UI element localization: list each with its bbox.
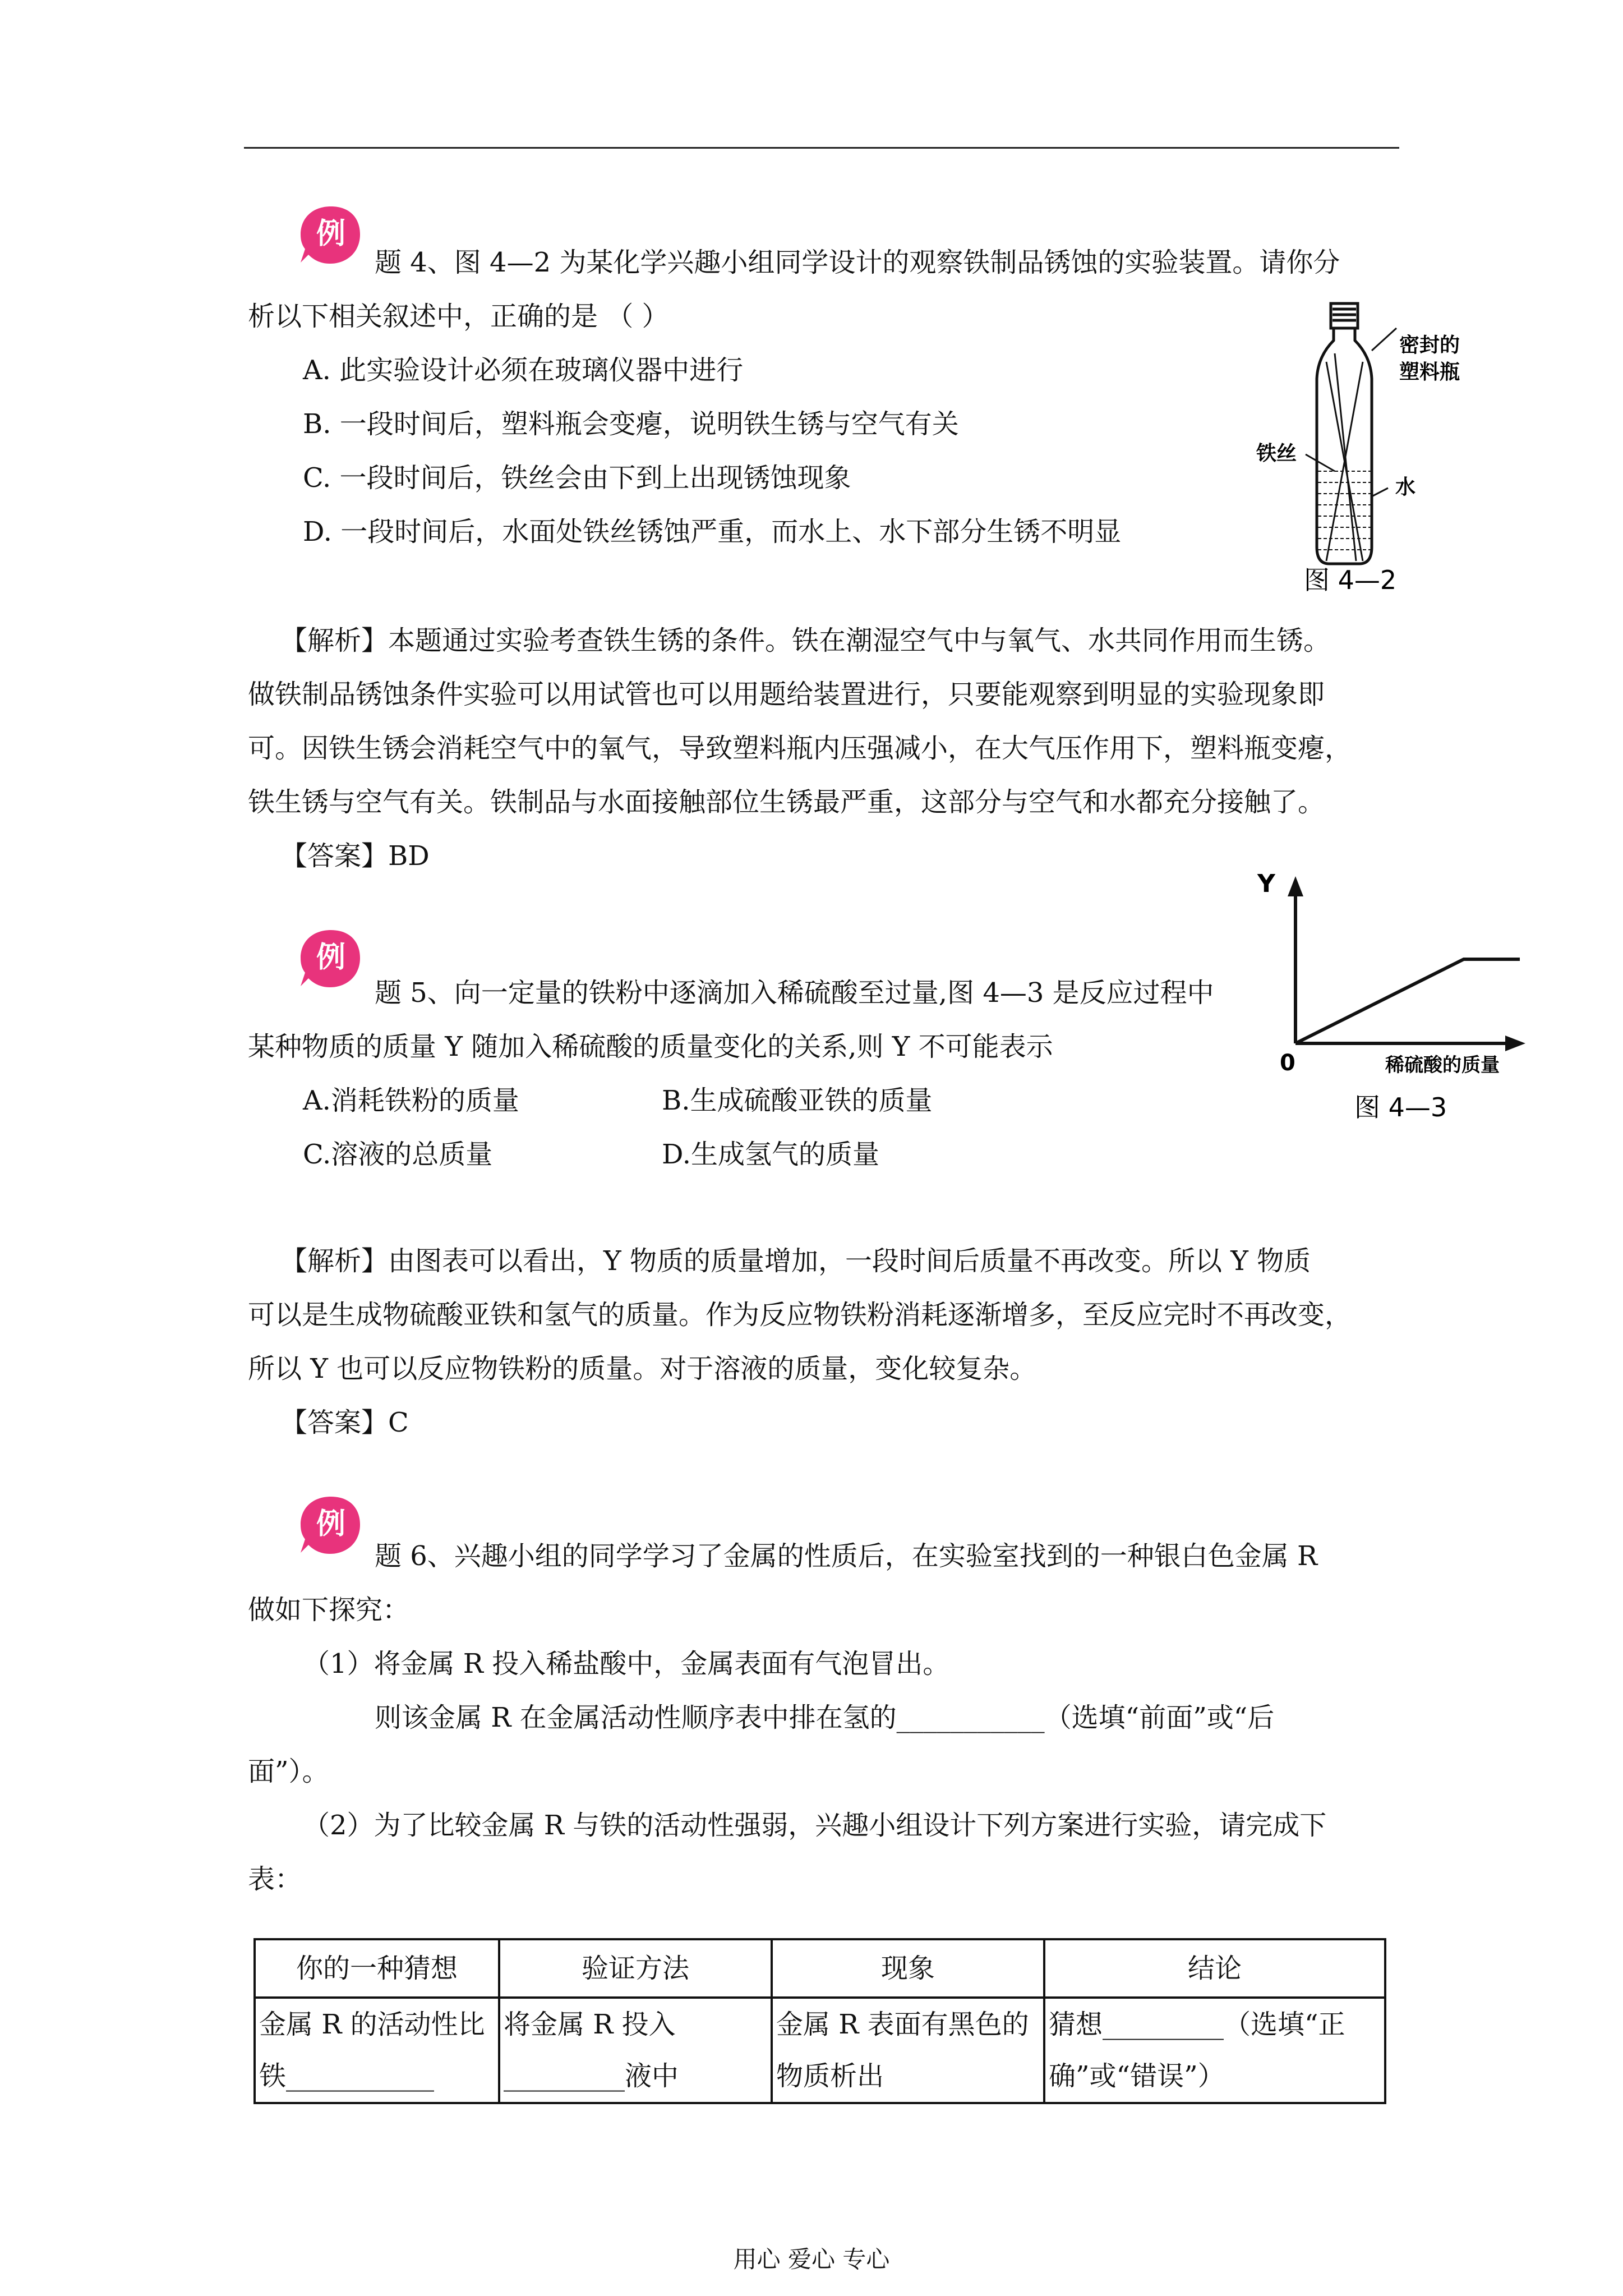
q6-part2-cont: 表： — [248, 1864, 302, 1895]
table-row — [255, 1998, 1385, 2103]
water-leader-line — [1372, 488, 1388, 496]
water-level — [1318, 471, 1371, 550]
page-footer: 用心 爱心 专心 — [733, 2246, 890, 2273]
q4-option-b: B. 一段时间后，塑料瓶会变瘪，说明铁生锈与空气有关 — [303, 408, 959, 440]
q5-analysis-1: 【解析】由图表可以看出，Y 物质的质量增加，一段时间后质量不再改变。所以 Y 物质 — [280, 1245, 1311, 1277]
header-rule — [244, 147, 1399, 149]
q6-line1: 题 6、兴趣小组的同学学习了金属的性质后，在实验室找到的一种银白色金属 R — [375, 1540, 1318, 1572]
table-header-guess: 你的一种猜想 — [255, 1939, 499, 1998]
q5-analysis-3: 所以 Y 也可以反应物铁粉的质量。对于溶液的质量，变化较复杂。 — [248, 1353, 1037, 1384]
cell-text: 金属 R 表面有黑色的 — [776, 2009, 1029, 2040]
badge-label: 例 — [316, 217, 346, 251]
x-axis-arrow-icon — [1505, 1036, 1525, 1051]
cell-text: 物质析出 — [776, 2060, 884, 2092]
badge-label: 例 — [316, 941, 346, 974]
q4-analysis-3: 可。因铁生锈会消耗空气中的氧气，导致塑料瓶内压强减小，在大气压作用下，塑料瓶变瘪， — [248, 733, 1352, 764]
q5-analysis-2: 可以是生成物硫酸亚铁和氢气的质量。作为反应物铁粉消耗逐渐增多，至反应完时不再改变， — [248, 1299, 1352, 1331]
q4-analysis-2: 做铁制品锈蚀条件实验可以用试管也可以用题给装置进行，只要能观察到明显的实验现象即 — [248, 679, 1325, 710]
table-header-row — [255, 1939, 1385, 1998]
label-sealed: 密封的 — [1399, 334, 1460, 357]
q5-line2: 某种物质的质量 Y 随加入稀硫酸的质量变化的关系,则 Y 不可能表示 — [248, 1031, 1053, 1062]
q4-option-a: A. 此实验设计必须在玻璃仪器中进行 — [303, 355, 744, 386]
table-header-phenomenon: 现象 — [772, 1939, 1044, 1998]
label-plastic-bottle: 塑料瓶 — [1399, 361, 1460, 384]
table-cell-conclusion[interactable] — [1044, 1998, 1385, 2103]
example-badge-icon — [297, 1492, 365, 1559]
label-water: 水 — [1395, 476, 1416, 499]
q5-option-b: B.生成硫酸亚铁的质量 — [662, 1085, 933, 1116]
wire-leader-line — [1306, 454, 1335, 471]
cell-text: 将金属 R 投入 — [504, 2009, 676, 2040]
experiment-table — [253, 1938, 1386, 2104]
q5-answer: 【答案】C — [280, 1407, 409, 1438]
figure-4-2-caption: 图 4—2 — [1304, 565, 1397, 595]
q4-analysis-1: 【解析】本题通过实验考查铁生锈的条件。铁在潮湿空气中与氧气、水共同作用而生锈。 — [280, 625, 1331, 656]
table-header-conclusion: 结论 — [1044, 1939, 1385, 1998]
cell-text: 确”或“错误”） — [1049, 2060, 1225, 2092]
q6-part2: （2）为了比较金属 R 与铁的活动性强弱，兴趣小组设计下列方案进行实验，请完成下 — [303, 1810, 1327, 1841]
q5-option-a: A.消耗铁粉的质量 — [303, 1085, 519, 1116]
cell-text: 铁___________ — [259, 2060, 435, 2092]
q6-part1-question-cont: 面”）。 — [248, 1756, 329, 1787]
q4-analysis-4: 铁生锈与空气有关。铁制品与水面接触部位生锈最严重，这部分与空气和水都充分接触了。 — [248, 786, 1325, 818]
q4-option-c: C. 一段时间后，铁丝会由下到上出现锈蚀现象 — [303, 462, 851, 494]
cell-text: _________液中 — [504, 2060, 679, 2092]
q5-option-c: C.溶液的总质量 — [303, 1139, 493, 1170]
cell-text: 猜想_________（选填“正 — [1049, 2009, 1345, 2040]
x-axis-label: 稀硫酸的质量 — [1385, 1054, 1500, 1076]
iron-wire — [1326, 353, 1363, 561]
badge-label: 例 — [316, 1507, 346, 1541]
table-cell-guess[interactable] — [255, 1998, 499, 2103]
x-axis — [1295, 1036, 1525, 1051]
example-badge-icon — [297, 202, 365, 269]
table-header-method: 验证方法 — [499, 1939, 772, 1998]
table-cell-phenomenon — [772, 1998, 1044, 2103]
plastic-bottle-icon — [1317, 303, 1372, 564]
bottle-leader-line — [1372, 328, 1396, 351]
y-axis-arrow-icon — [1288, 876, 1303, 896]
q4-answer: 【答案】BD — [280, 840, 430, 872]
figure-4-3-chart — [1251, 864, 1542, 1133]
figure-4-3-caption: 图 4—3 — [1354, 1092, 1447, 1122]
q6-line2: 做如下探究： — [248, 1594, 410, 1626]
series-line — [1295, 959, 1520, 1043]
y-axis-label: Y — [1257, 869, 1275, 898]
q6-part1-question: 则该金属 R 在金属活动性顺序表中排在氢的___________（选填“前面”或“后 — [375, 1702, 1275, 1733]
table-cell-method[interactable] — [499, 1998, 772, 2103]
q4-line2: 析以下相关叙述中，正确的是 （ ） — [248, 301, 669, 332]
q4-line1: 题 4、图 4—2 为某化学兴趣小组同学设计的观察铁制品锈蚀的实验装置。请你分 — [375, 247, 1340, 278]
origin-label: 0 — [1280, 1050, 1295, 1076]
q4-option-d: D. 一段时间后，水面处铁丝锈蚀严重，而水上、水下部分生锈不明显 — [303, 516, 1122, 547]
q6-part1: （1）将金属 R 投入稀盐酸中，金属表面有气泡冒出。 — [303, 1648, 950, 1680]
figure-4-2 — [1256, 300, 1514, 597]
example-badge-icon — [297, 926, 365, 993]
q5-option-d: D.生成氢气的质量 — [662, 1139, 880, 1170]
q5-line1: 题 5、向一定量的铁粉中逐滴加入稀硫酸至过量,图 4—3 是反应过程中 — [375, 977, 1214, 1009]
label-iron-wire: 铁丝 — [1256, 442, 1297, 465]
y-axis — [1288, 876, 1303, 1043]
cell-text: 金属 R 的活动性比 — [259, 2009, 485, 2040]
